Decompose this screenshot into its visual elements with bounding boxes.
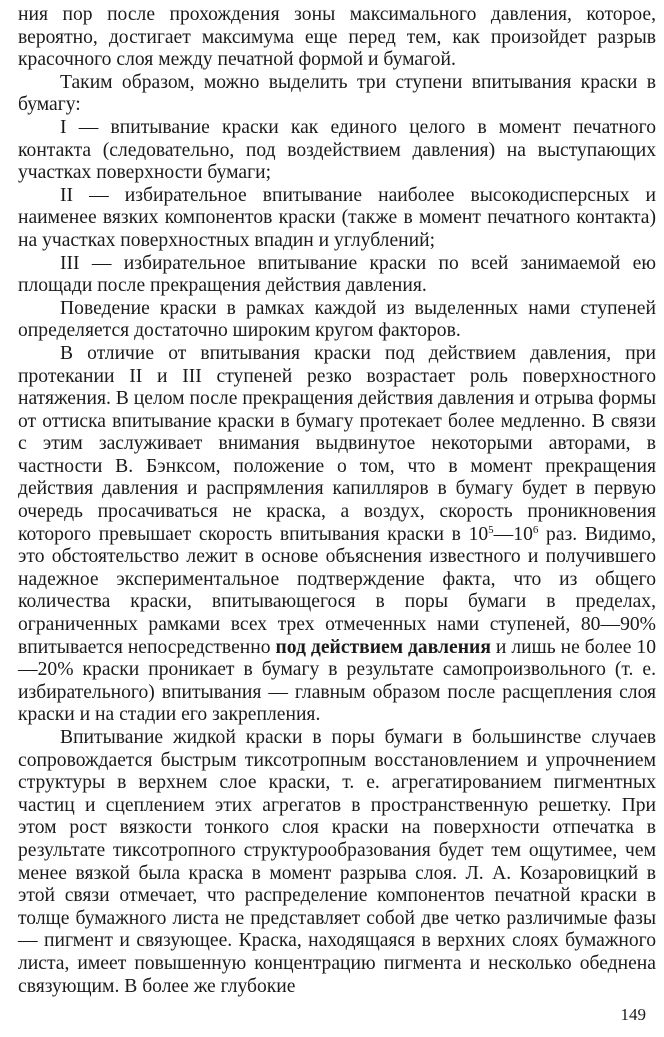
text-segment: В отличие от впитывания краски под действием давления, при протекании II и III ступеней резко возрастает роль поверхностного натяжения. В целом после прекращения действия давления и отрыва формы от оттиска впитывание краски в бумагу протекает более медленно. В связи с этим заслуживает внимания выдвинутое некоторыми авторами, в частности В. Бэнксом, положение о том, что в момент прекращения действия давления и распрямления капилляров в бумагу будет в первую очередь просачиваться не краска, а воздух, скорость проникновения которого превышает скорость впитывания краски в 10: [18, 342, 656, 545]
book-page: [18, 4, 656, 1029]
paragraph-continuation: ния пор после прохождения зоны максимального давления, которое, вероятно, достигает максимума еще перед тем, как произойдет разрыв красочного слоя между печатной формой и бумагой.: [18, 4, 656, 71]
text-segment: —10: [493, 523, 533, 545]
page-number: 149: [620, 1005, 646, 1025]
paragraph-surface-tension: [18, 343, 656, 727]
emphasis-bold: под действием давления: [275, 636, 491, 658]
paragraph-stage-one: I — впитывание краски как единого целого в момент печатного контакта (следовательно, под воздействием давления) на выступающих участках поверхности бумаги;: [18, 116, 656, 184]
paragraph-three-stages-intro: Таким образом, можно выделить три ступени впитывания краски в бумагу:: [18, 71, 656, 116]
text-segment: раз. Видимо, это обстоятельство лежит в основе объяснения известного и получившего надежное экспериментальное подтверждение факта, что из общего количества краски, впитывающегося в поры бумаги в пределах, ограниченных рамками всех трех отмеченных нами ступеней, 80—90% впитывается непосредственно: [18, 523, 656, 658]
superscript-exponent: 5: [488, 523, 494, 536]
superscript-exponent: 6: [532, 523, 539, 536]
paragraph-stage-three: III — избирательное впитывание краски по всей занимаемой ею площади после прекращения действия давления.: [18, 252, 656, 297]
paragraph-stage-two: II — избирательное впитывание наиболее высокодисперсных и наименее вязких компонентов краски (также в момент печатного контакта) на участках поверхностных впадин и углублений;: [18, 184, 656, 251]
paragraph-behavior: Поведение краски в рамках каждой из выделенных нами ступеней определяется достаточно широким кругом факторов.: [18, 297, 656, 342]
text-segment: и лишь не более 10—20% краски проникает в бумагу в результате самопроизвольного (т. е. избирательного) впитывания — главным образом после расщепления слоя краски и на стадии его закрепления.: [18, 636, 656, 726]
paragraph-thixotropy: Впитывание жидкой краски в поры бумаги в большинстве случаев сопровождается быстрым тиксотропным восстановлением и упрочнением структуры в верхнем слое краски, т. е. агрегатированием пигментных частиц и сцеплением этих агрегатов в пространственную решетку. При этом рост вязкости тонкого слоя краски на поверхности отпечатка в результате тиксотропного структурообразования будет тем ощутимее, чем менее вязкой была краска в момент разрыва слоя. Л. А. Козаровицкий в этой связи отмечает, что распределение компонентов печатной краски в толще бумажного листа не представляет собой две четко различимые фазы — пигмент и связующее. Краска, находящаяся в верхних слоях бумажного листа, имеет повышенную концентрацию пигмента и несколько обеднена связующим. В более же глубокие: [18, 727, 656, 997]
